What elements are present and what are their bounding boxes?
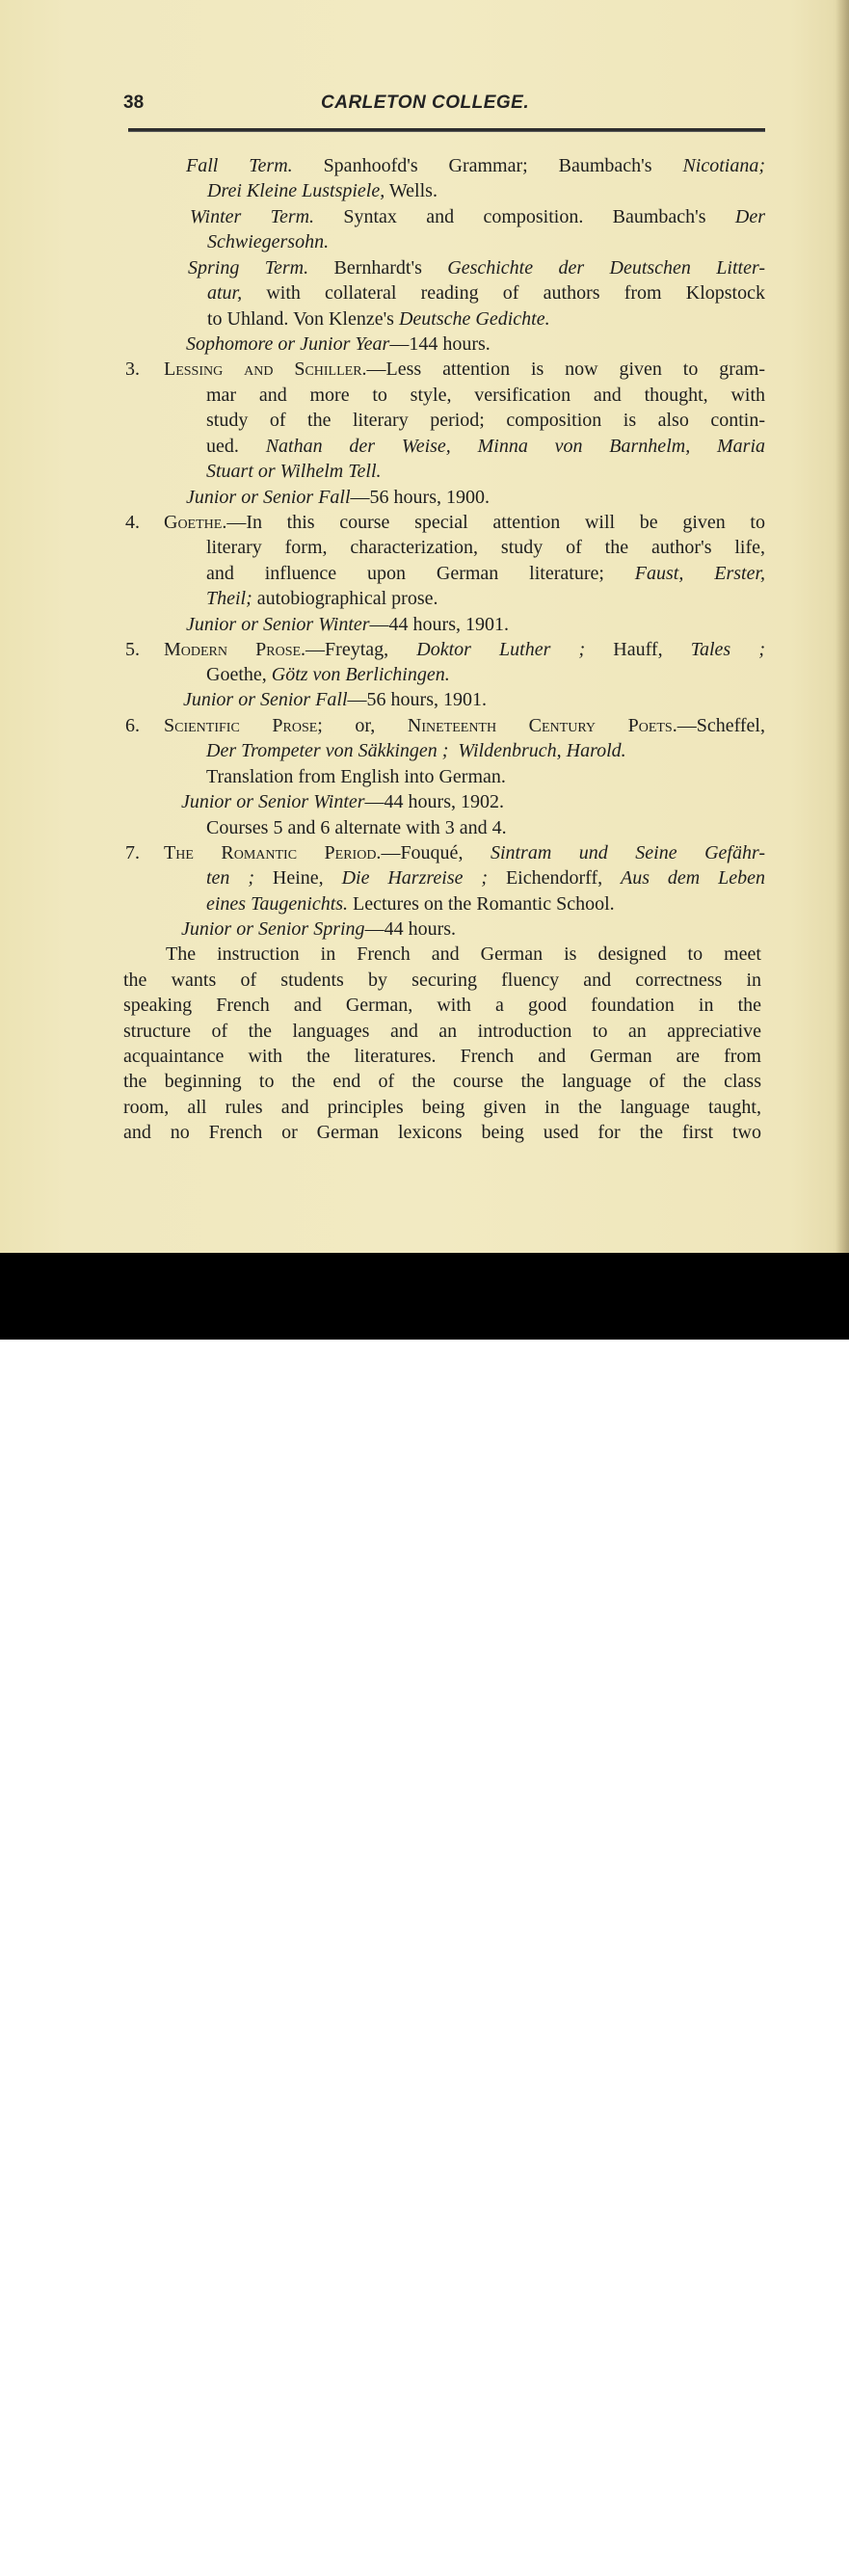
paragraph-line: and no French or German lexicons being used for the first two [123, 1122, 761, 1143]
course-hours: Junior or Senior Winter—44 hours, 1901. [186, 614, 509, 635]
text-line: Drei Kleine Lustspiele, Wells. [207, 180, 438, 201]
course-number: 6. [125, 715, 140, 736]
text-line: Fall Term. Spanhoofd's Grammar; Baumbach's Nicotiana; [186, 155, 766, 176]
text-line: Spring Term. Bernhardt's Geschichte der Deutschen Litter- [188, 257, 766, 279]
course-hours: Junior or Senior Fall—56 hours, 1900. [186, 487, 490, 508]
watermark-url: www.alamy.com [613, 2554, 751, 2575]
course-hours: Junior or Senior Fall—56 hours, 1901. [183, 689, 487, 710]
text-line: Schwiegersohn. [207, 231, 330, 252]
text-line: The Romantic Period.—Fouqué, Sintram und Seine Gefähr- [164, 842, 765, 863]
running-head: CARLETON COLLEGE. [321, 93, 530, 113]
text-line: ten ; Heine, Die Harzreise ; Eichendorff, Aus dem Leben [206, 867, 766, 889]
course-number: 4. [125, 512, 140, 533]
paragraph-line: room, all rules and principles being given in the language taught, [123, 1097, 761, 1118]
text-line: and influence upon German literature; Faust, Erster, [206, 563, 766, 584]
image-id: 3A5P8M8 [752, 2529, 836, 2550]
text-line: Winter Term. Syntax and composition. Baumbach's Der [190, 206, 766, 227]
alamy-logo: alamy [50, 2522, 177, 2573]
course-hours: Junior or Senior Winter—44 hours, 1902. [181, 791, 504, 812]
paragraph-line: acquaintance with the literatures. French and German are from [123, 1046, 761, 1067]
text-line: Stuart or Wilhelm Tell. [206, 461, 382, 482]
text-line: Lessing and Schiller.—Less attention is now given to gram- [164, 359, 765, 380]
text-line: Scientific Prose; or, Nineteenth Century Poets.—Scheffel, [164, 715, 765, 736]
paragraph-line: structure of the languages and an introduction to an appreciative [123, 1021, 761, 1042]
text-line: atur, with collateral reading of authors from Klopstock [207, 282, 765, 304]
page-number: 38 [123, 93, 145, 113]
paragraph-line: The instruction in French and German is designed to meet [166, 943, 761, 965]
text-line: ued. Nathan der Weise, Minna von Barnhelm, Maria [206, 436, 765, 457]
text-line: Modern Prose.—Freytag, Doktor Luther ; Hauff, Tales ; [164, 639, 765, 660]
course-number: 3. [125, 359, 140, 380]
course-number: 7. [125, 842, 140, 863]
text-line: Goethe, Götz von Berlichingen. [206, 664, 450, 685]
text-line: literary form, characterization, study of the author's life, [206, 537, 765, 558]
paragraph-line: the beginning to the end of the course the language of the class [123, 1071, 761, 1092]
text-line: Der Trompeter von Säkkingen ; Wildenbruch, Harold. [206, 740, 626, 761]
scanned-page [0, 0, 849, 1253]
text-line: eines Taugenichts. Lectures on the Romantic School. [206, 893, 615, 915]
course-hours: Junior or Senior Spring—44 hours. [181, 918, 457, 940]
text-line: Theil; autobiographical prose. [206, 588, 438, 609]
text-line: mar and more to style, versification and thought, with [206, 385, 765, 406]
course-hours: Sophomore or Junior Year—144 hours. [186, 333, 491, 355]
watermark-footer [0, 1253, 849, 2575]
page-body [0, 0, 849, 1253]
text-line: Goethe.—In this course special attention will be given to [164, 512, 765, 533]
paragraph-line: the wants of students by securing fluency and correctness in [123, 969, 761, 991]
text-line: to Uhland. Von Klenze's Deutsche Gedichte. [207, 308, 550, 330]
text-line: Courses 5 and 6 alternate with 3 and 4. [206, 817, 507, 838]
course-number: 5. [125, 639, 140, 660]
paragraph-line: speaking French and German, with a good foundation in the [123, 995, 761, 1016]
text-line: study of the literary period; composition is also contin- [206, 410, 765, 431]
text-line: Translation from English into German. [206, 766, 506, 787]
